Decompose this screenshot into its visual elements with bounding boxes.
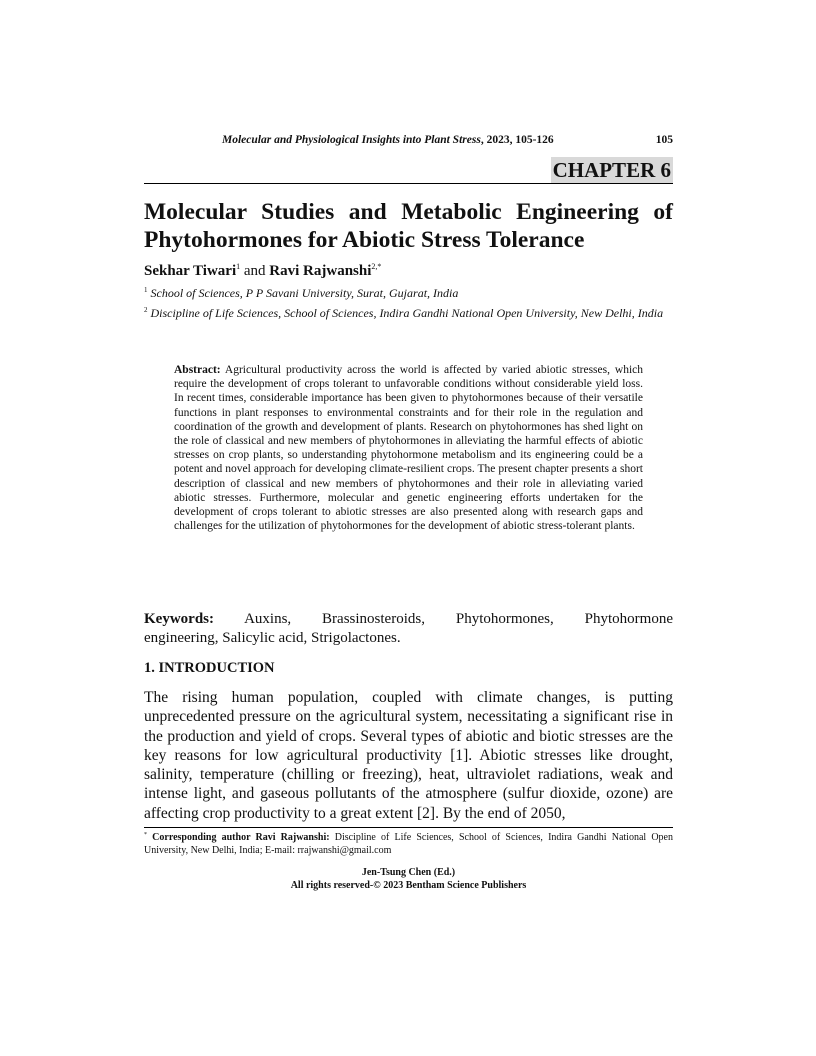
abstract-text: Agricultural productivity across the world is affected by varied abiotic stresses, which require the development of crops tolerant to unfavorable conditions without considerable yield loss. In recent times, considerable importance has been given to phytohormones because of their versatile functions in plant responses to environmental constraints and for their role in the regulation and coordination of the growth and development of plants. Research on phytohormones has shed light on the role of classical and new members of phytohormones in alleviating the harmful effects of abiotic stresses on crop plants, so understanding phytohormone metabolism and its engineering could be a potent and novel approach for developing climate-resilient crops. The present chapter presents a short description of classical and new members of phytohormones and their role in alleviating varied abiotic stresses. Furthermore, molecular and genetic engineering efforts undertaken for the development of crops tolerant to abiotic stresses are also presented along with research gaps and challenges for the utilization of phytohormones for the development of abiotic stress-tolerant plants. (174, 364, 643, 533)
footnote (144, 831, 673, 857)
affiliation-1-marker: 1 (144, 286, 148, 294)
section-heading-introduction: 1. INTRODUCTION (144, 660, 275, 676)
journal-citation (222, 133, 554, 147)
affiliation-1-text: School of Sciences, P P Savani University, Surat, Gujarat, India (150, 286, 459, 300)
affiliation-2-text: Discipline of Life Sciences, School of Sciences, Indira Gandhi National Open University, New Delhi, India (150, 306, 664, 320)
paper-title (144, 198, 673, 254)
page-number: 105 (655, 134, 673, 146)
footnote-marker: * (144, 832, 147, 838)
abstract-label: Abstract: (174, 364, 221, 376)
rights-line: All rights reserved-© 2023 Bentham Science Publishers (290, 879, 527, 891)
publisher-imprint (144, 867, 673, 892)
journal-name: Molecular and Physiological Insights into Plant Stress (222, 134, 481, 146)
keywords-label: Keywords: (144, 611, 214, 627)
footnote-divider (144, 827, 673, 828)
abstract (174, 363, 643, 533)
keywords (144, 610, 673, 648)
chapter-label: CHAPTER 6 (552, 158, 671, 182)
keywords-list-part-1: Auxins, Brassinosteroids, Phytohormones, Phytohormone (214, 611, 673, 627)
author-name-1: Sekhar Tiwari (144, 263, 237, 279)
author-list (144, 262, 381, 280)
affiliation-2-marker: 2 (144, 306, 148, 314)
author-affil-marker-1: 1 (236, 262, 241, 271)
introduction-paragraph: The rising human population, coupled with climate changes, is putting unprecedented pressure on the agricultural system, necessitating a significant rise in the production and yield of crops. Several types of abiotic and biotic stresses are the key reasons for low agricultural productivity [1]. Abiotic stresses like drought, salinity, temperature (chilling or freezing), heat, ultraviolet radiations, weak and intense light, and gaseous pollutants of the atmosphere (sulfur dioxide, ozone) are affecting crop productivity to a great extent [2]. By the end of 2050, (144, 689, 673, 822)
author-affil-marker-2: 2,* (371, 262, 382, 271)
editor-line: Jen-Tsung Chen (Ed.) (361, 867, 456, 878)
affiliation-2 (144, 306, 673, 321)
title-line-2: Phytohormones for Abiotic Stress Tolerance (144, 227, 585, 253)
footnote-label: Corresponding author Ravi Rajwanshi: (147, 832, 330, 843)
footnote-text: Discipline of Life Sciences, School of Sciences, Indira Gandhi National Open University, New Delhi, India; E-mail: rrajwanshi@gmail.com (144, 832, 673, 856)
chapter-divider (144, 183, 673, 184)
journal-year-pages: , 2023, 105-126 (480, 134, 554, 146)
author-connector: and (240, 263, 270, 279)
keywords-list-part-2: engineering, Salicylic acid, Strigolactones. (144, 630, 401, 646)
title-line-1: Molecular Studies and Metabolic Engineering of (144, 199, 673, 225)
author-name-2: Ravi Rajwanshi (269, 263, 372, 279)
affiliation-1 (144, 286, 673, 301)
keywords-line-1 (144, 610, 673, 629)
